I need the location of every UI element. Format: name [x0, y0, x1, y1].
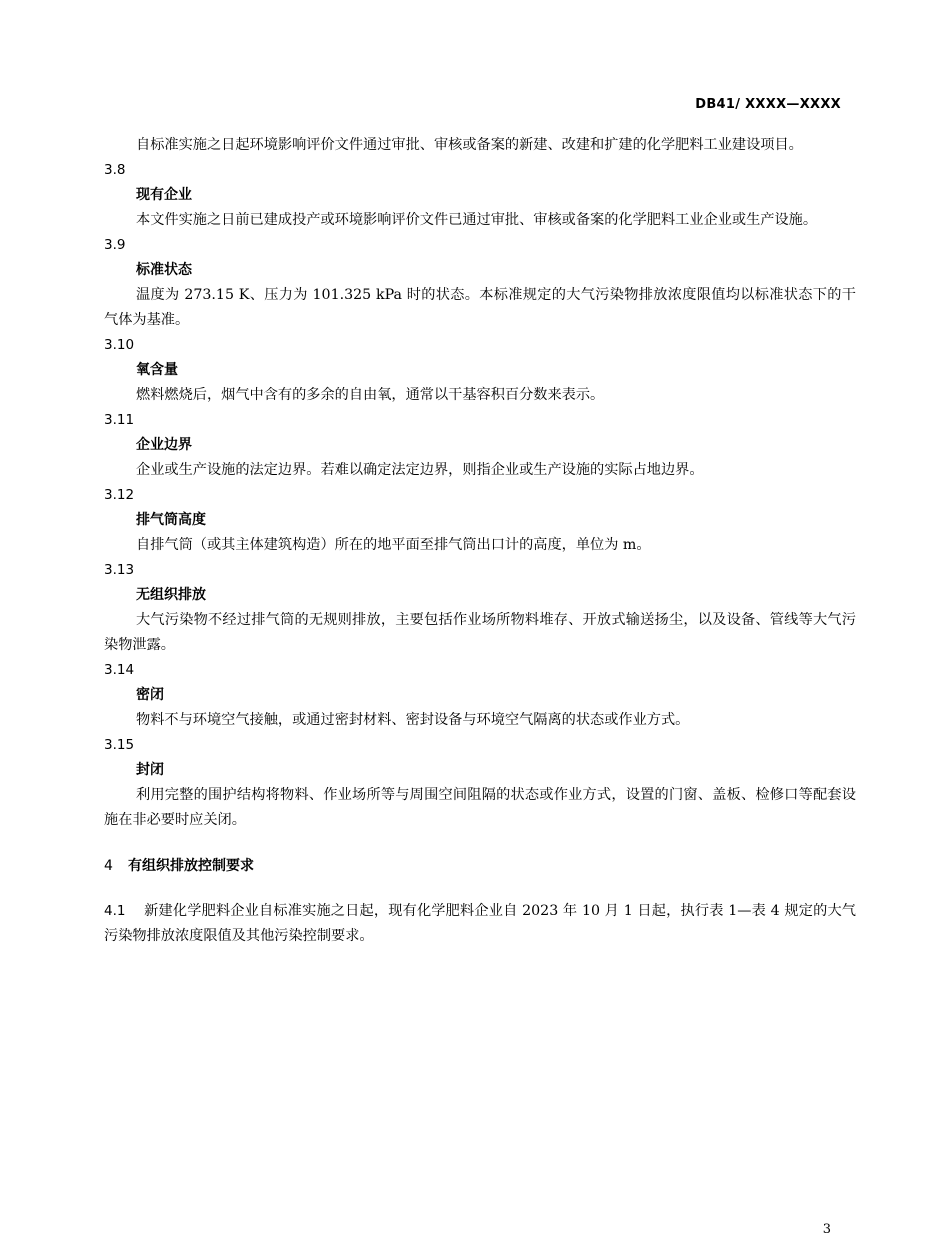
clause-text: 新建化学肥料企业自标准实施之日起，现有化学肥料企业自 2023 年 10 月 1 日起，执行表 1—表 4 规定的大气污染物排放浓度限值及其他污染控制要求。	[104, 903, 856, 944]
term-definition: 本文件实施之日前已建成投产或环境影响评价文件已通过审批、审核或备案的化学肥料工业企业或生产设施。	[136, 212, 818, 228]
definition-3-14	[104, 658, 856, 733]
term-definition: 企业或生产设施的法定边界。若难以确定法定边界，则指企业或生产设施的实际占地边界。	[136, 462, 704, 478]
term-definition: 燃料燃烧后，烟气中含有的多余的自由氧，通常以干基容积百分数来表示。	[136, 387, 605, 403]
term-definition: 温度为 273.15 K、压力为 101.325 kPa 时的状态。本标准规定的大气污染物排放浓度限值均以标准状态下的干气体为基准。	[104, 287, 856, 328]
term-title: 封闭	[136, 762, 164, 778]
clause-number: 3.12	[104, 487, 135, 503]
definition-3-13	[104, 558, 856, 658]
definition-3-9	[104, 233, 856, 333]
clause-4-1	[104, 899, 856, 949]
clause-number: 3.8	[104, 162, 126, 178]
clause-number: 3.13	[104, 562, 135, 578]
page-number: 3	[822, 1222, 831, 1237]
term-definition: 物料不与环境空气接触，或通过密封材料、密封设备与环境空气隔离的状态或作业方式。	[136, 712, 690, 728]
chapter-number: 4	[104, 858, 113, 874]
definition-3-15	[104, 733, 856, 833]
definition-3-12	[104, 483, 856, 558]
term-title: 无组织排放	[136, 587, 206, 603]
term-title: 排气筒高度	[136, 512, 206, 528]
clause-number: 3.15	[104, 737, 135, 753]
term-title: 密闭	[136, 687, 164, 703]
clause-number: 3.9	[104, 237, 126, 253]
term-definition: 大气污染物不经过排气筒的无规则排放，主要包括作业场所物料堆存、开放式输送扬尘，以及设备、管线等大气污染物泄露。	[104, 612, 856, 653]
chapter-heading	[104, 854, 856, 879]
definition-3-10	[104, 333, 856, 408]
term-definition: 利用完整的围护结构将物料、作业场所等与周围空间阻隔的状态或作业方式，设置的门窗、盖板、检修口等配套设施在非必要时应关闭。	[104, 787, 856, 828]
term-definition: 自排气筒（或其主体建筑构造）所在的地平面至排气筒出口计的高度，单位为 m。	[136, 537, 651, 553]
document-body	[104, 133, 856, 949]
term-title: 氧含量	[136, 362, 178, 378]
clause-number: 3.11	[104, 412, 135, 428]
term-title: 标准状态	[136, 262, 192, 278]
intro-paragraph: 自标准实施之日起环境影响评价文件通过审批、审核或备案的新建、改建和扩建的化学肥料工业建设项目。	[136, 137, 803, 153]
definition-3-8	[104, 158, 856, 233]
clause-number: 4.1	[104, 903, 126, 919]
clause-number: 3.10	[104, 337, 135, 353]
term-title: 企业边界	[136, 437, 192, 453]
document-code-header: DB41/ XXXX—XXXX	[695, 97, 841, 112]
definition-3-11	[104, 408, 856, 483]
chapter-title: 有组织排放控制要求	[128, 858, 254, 874]
clause-number: 3.14	[104, 662, 135, 678]
term-title: 现有企业	[136, 187, 192, 203]
